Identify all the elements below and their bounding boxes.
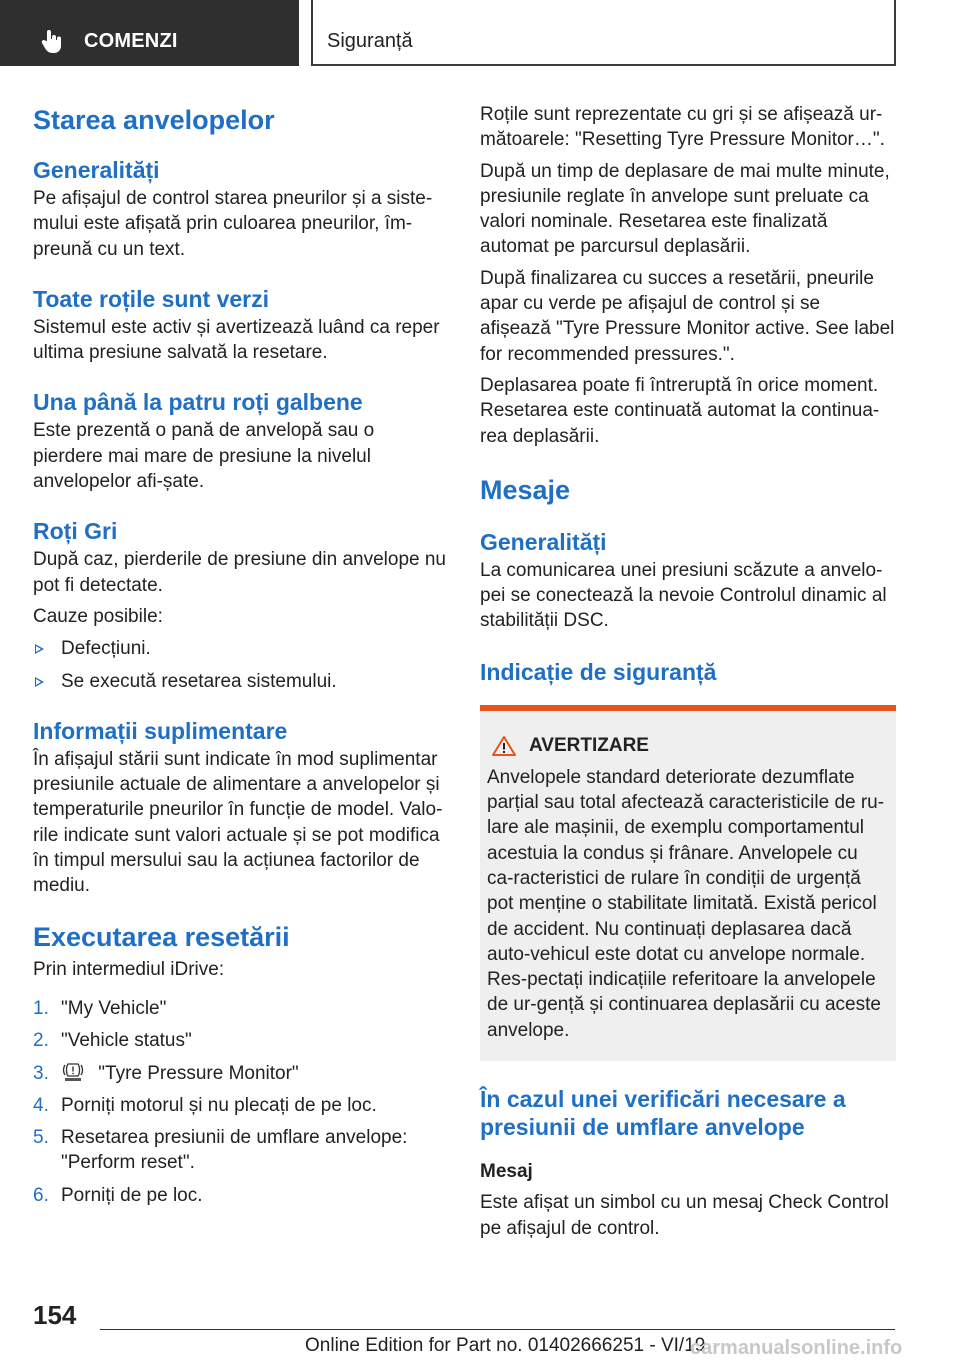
heading-grey-wheels: Roți Gri xyxy=(33,518,118,545)
paragraph-grey-wheels: După caz, pierderile de presiune din anvelope nu pot fi detectate. xyxy=(33,549,446,596)
heading-safety-note: Indicație de siguranță xyxy=(480,658,717,685)
page-number: 154 xyxy=(33,1300,77,1330)
heading-messages: Mesaje xyxy=(480,474,571,505)
warning-triangle-icon xyxy=(491,735,517,757)
paragraph-check-control: Este afișat un simbol cu un mesaj Check Control pe afișajul de control. xyxy=(480,1192,889,1239)
paragraph-idrive: Prin intermediul iDrive: xyxy=(33,958,225,980)
page-header xyxy=(0,0,960,66)
paragraph-causes: Cauze posibile: xyxy=(33,605,163,627)
heading-message: Mesaj xyxy=(480,1161,533,1183)
heading-pressure-check: În cazul unei verificări necesare a presiunii de umflare anvelope xyxy=(480,1086,846,1141)
heading-all-green: Toate roțile sunt verzi xyxy=(33,285,270,312)
heading-general: Generalități xyxy=(33,157,160,183)
list-item: Se execută resetarea sistemului. xyxy=(33,669,449,694)
list-item: 3. "Tyre Pressure Monitor" xyxy=(33,1062,299,1084)
chapter-tab[interactable] xyxy=(311,0,896,66)
paragraph-yellow-wheels: Este prezentă o pană de anvelopă sau o pierdere mai mare de presiune la nivelul anvelopelor afi-șate. xyxy=(33,420,375,493)
hand-pointer-icon xyxy=(38,27,66,55)
bullet-triangle-icon xyxy=(35,677,44,687)
list-item: 6. Porniți de pe loc. xyxy=(33,1184,203,1206)
chapter-label: Siguranță xyxy=(327,30,413,52)
heading-perform-reset: Executarea resetării xyxy=(33,921,290,952)
paragraph-interrupt: Deplasarea poate fi întreruptă în orice moment. Resetarea este continuată automat la continua-rea deplasării. xyxy=(480,374,880,447)
warning-text: Anvelopele standard deteriorate dezumflate parțial sau total afectează caracteristicile de ru-lare ale mașinii, de exemplu comportamentul acestuia la condus și frânare. Anvelopele cu ca-racteristici de rulare în condiții de urgență pot menține o stabilitate limitată. Există pericol de accident. Nu continuați deplasarea dacă auto-vehicul este dotat cu anvelope normale. Res-pectați indicațiile referitoare la anvelopele de ur-gență și continuarea deplasării cu aceste anvelope. xyxy=(487,766,885,1041)
paragraph-reset-success: După finalizarea cu succes a resetării, pneurile apar cu verde pe afișajul de control și se afișează "Tyre Pressure Monitor active. See label for recommended pressures.". xyxy=(480,267,895,365)
list-item: Defecțiuni. xyxy=(33,636,449,661)
paragraph-resetting: Roțile sunt reprezentate cu gri și se afișează ur-mătoarele: "Resetting Tyre Pressure Monitor…". xyxy=(480,104,885,151)
left-column xyxy=(33,96,449,1208)
heading-additional-info: Informații suplimentare xyxy=(33,717,288,744)
bullet-triangle-icon xyxy=(35,644,44,654)
watermark: carmanualsonline.info xyxy=(690,1337,903,1359)
paragraph-general: Pe afișajul de control starea pneurilor și a siste-mului este afișată prin culoarea pneurilor, îm-preună cu un text. xyxy=(33,188,433,260)
paragraph-dsc: La comunicarea unei presiuni scăzute a anvelo-pei se conectează la nevoie Controlul dinamic al stabilității DSC. xyxy=(480,559,887,632)
heading-general-messages: Generalități xyxy=(480,528,607,555)
list-item: 2. "Vehicle status" xyxy=(33,1030,192,1052)
warning-title: AVERTIZARE xyxy=(487,733,888,759)
list-item: 5. Resetarea presiunii de umflare anvelope: "Perform reset". xyxy=(33,1127,408,1174)
heading-yellow-wheels: Una până la patru roți galbene xyxy=(33,389,363,416)
paragraph-all-green: Sistemul este activ și avertizează luând ca reper ultima presiune salvată la resetare. xyxy=(33,316,440,364)
warning-box xyxy=(480,705,896,1061)
list-item: 1. "My Vehicle" xyxy=(33,997,167,1019)
footer-edition: Online Edition for Part no. 01402666251 - VI/19 xyxy=(305,1335,706,1356)
paragraph-additional-info: În afișajul stării sunt indicate în mod suplimentar presiunile actuale de alimentare a anvelopelor și temperaturile pneurilor în funcție de model. Valo-rile indicate sunt valori actuale și se pot modifica în timpul mersului sau la acțiunea factorilor de mediu. xyxy=(33,748,443,897)
start-tab-label: COMENZI xyxy=(84,30,178,52)
footer-divider xyxy=(100,1329,895,1330)
right-column xyxy=(480,96,896,1241)
heading-tire-status: Starea anvelopelor xyxy=(33,105,275,135)
paragraph-nominal-values: După un timp de deplasare de mai multe minute, presiunile reglate în anvelope sunt preluate ca valori nominale. Resetarea este finalizată automat pe parcursul deplasării. xyxy=(480,160,890,258)
start-tab[interactable] xyxy=(0,0,299,66)
tire-pressure-reset-icon xyxy=(61,1062,85,1082)
list-item: 4. Porniți motorul și nu plecați de pe loc. xyxy=(33,1094,377,1116)
